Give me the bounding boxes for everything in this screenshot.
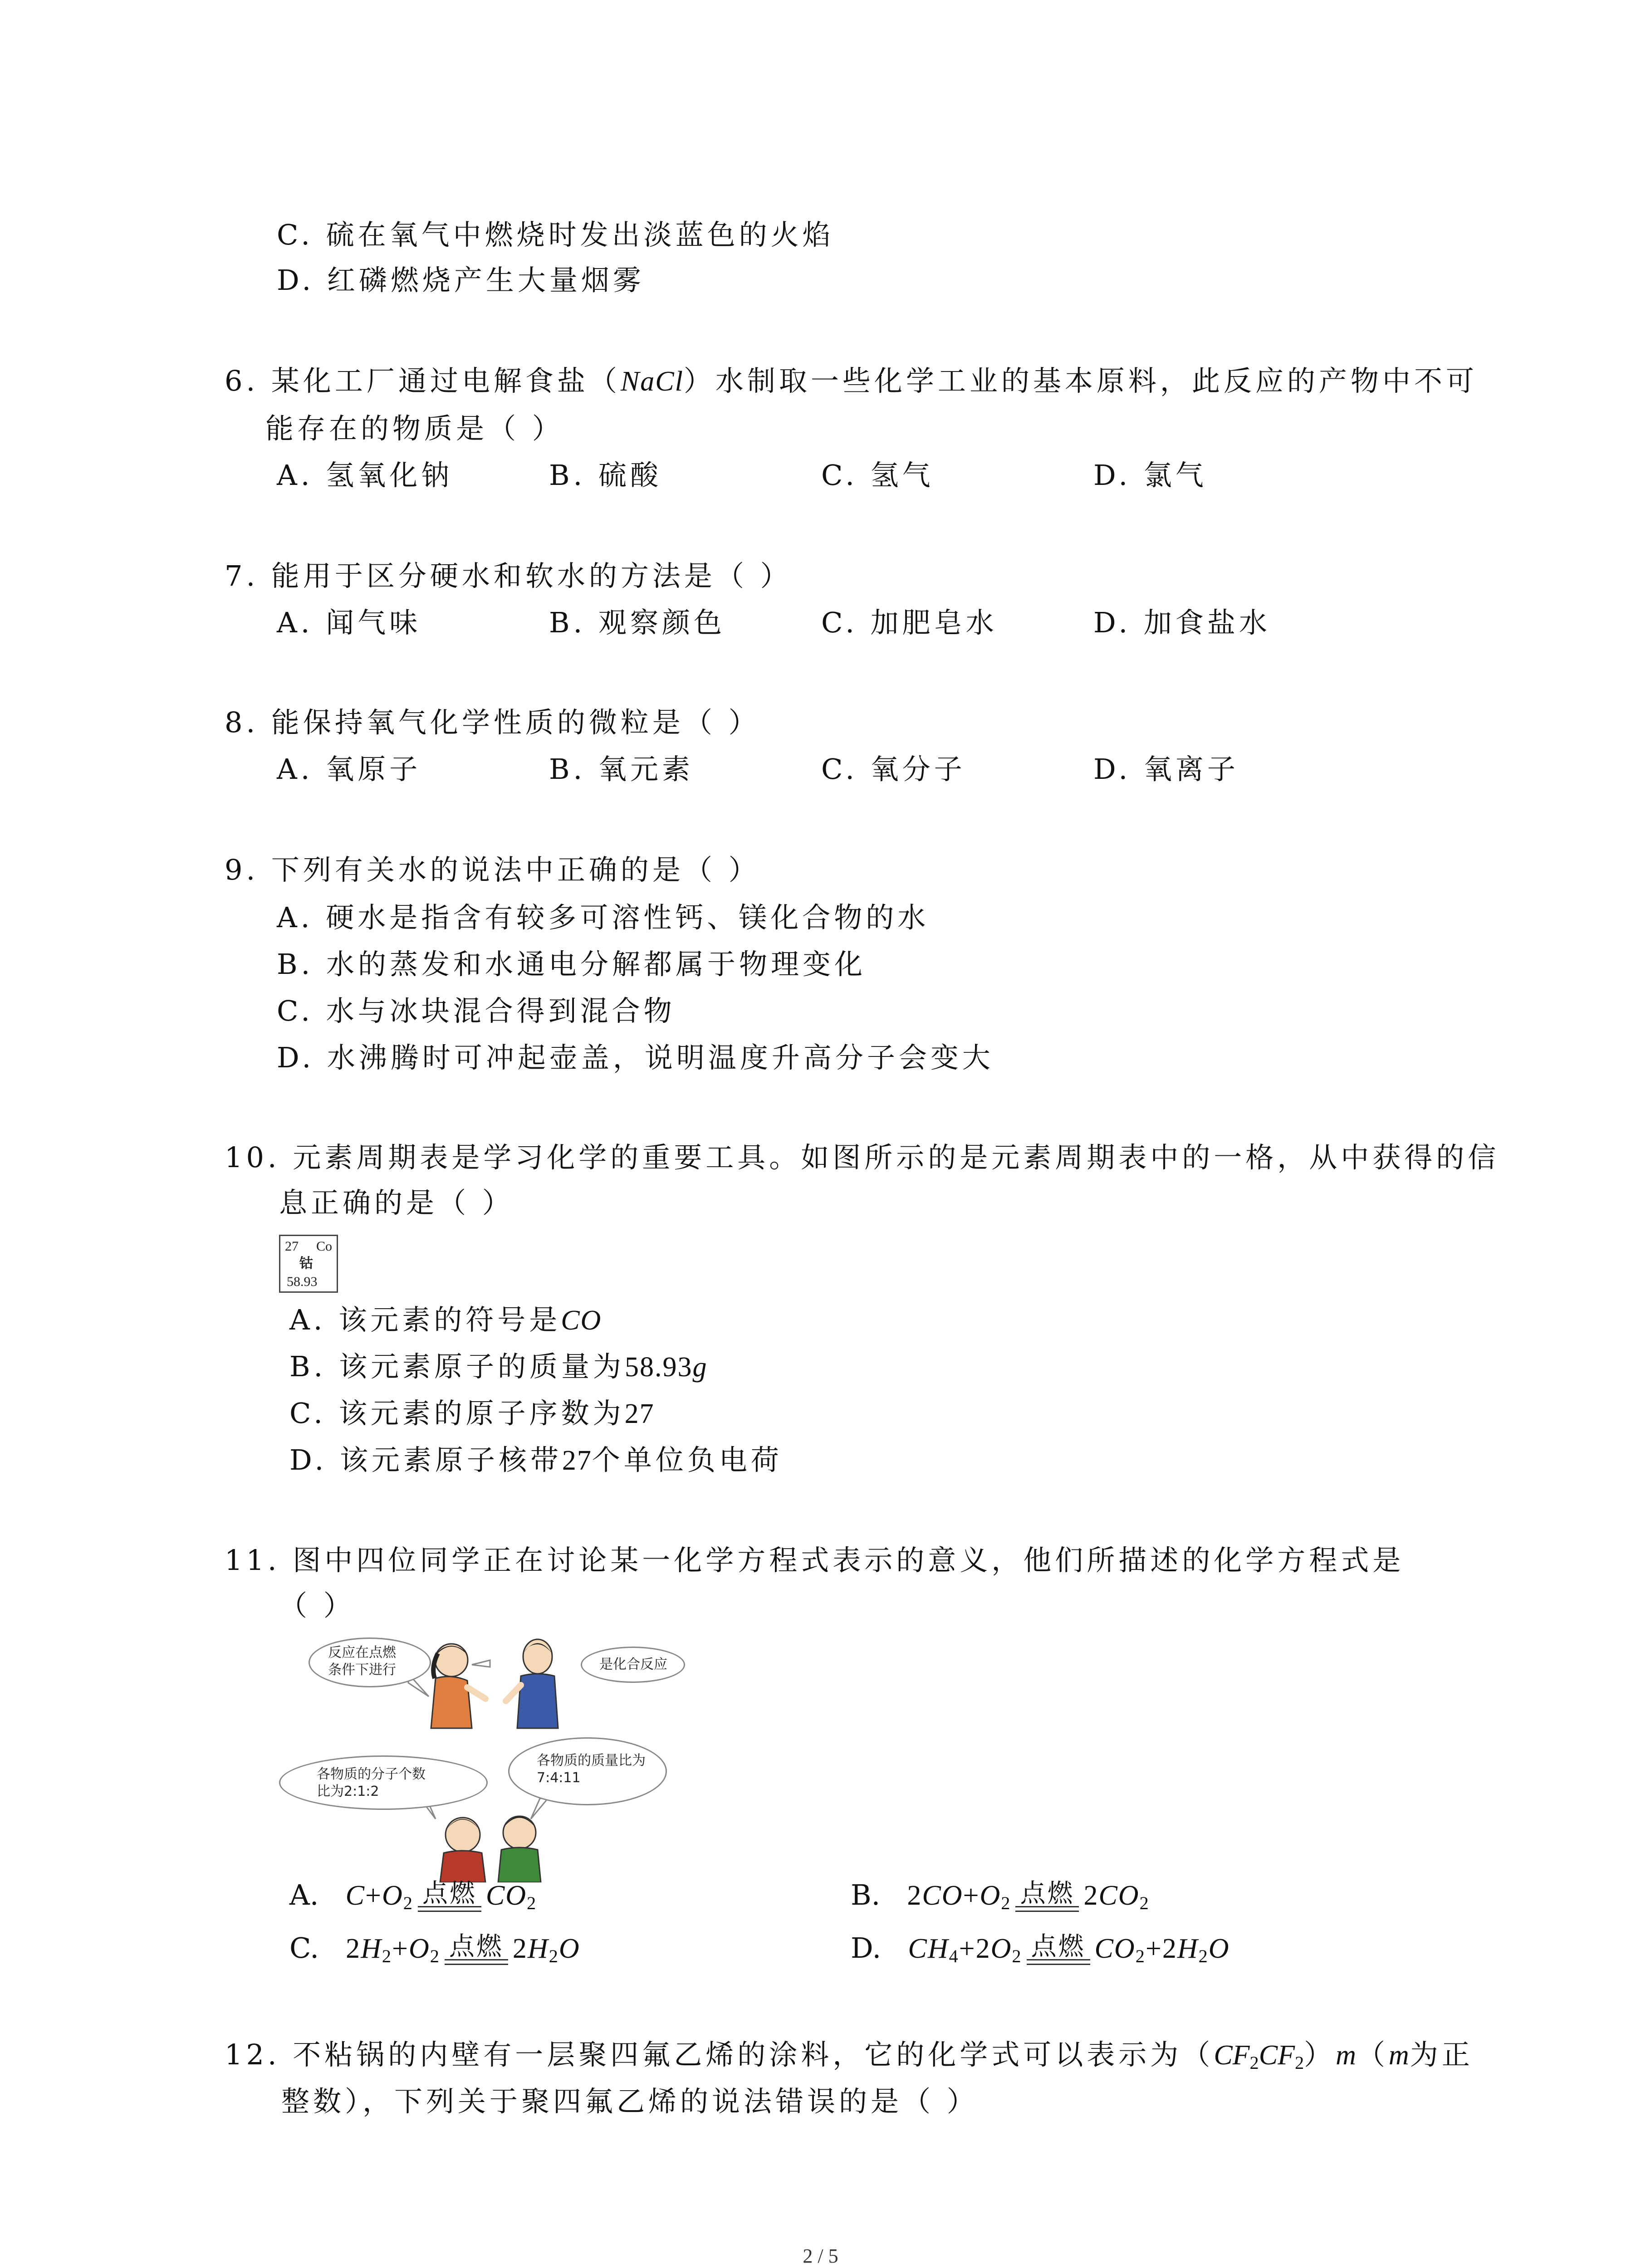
q11-option-a: A. $C+O_2$ 点燃 $CO_2$ (289, 1878, 537, 1914)
q7-option-b: B. 观察颜色 (549, 606, 725, 639)
atomic-mass: 58.93 (287, 1274, 318, 1289)
q9-option-d: D. 水沸腾时可冲起壶盖，说明温度升高分子会变大 (277, 1041, 994, 1074)
q6-stem-line2: 能存在的物质是（ ） (265, 412, 564, 445)
student-boy-bottom-right (498, 1816, 541, 1882)
q11-option-c: C. $2H_2+O_2$ 点燃 $2H_2O$ (289, 1931, 580, 1967)
q6-option-c: C. 氢气 (821, 459, 934, 492)
q6-stem-line1: 6. 某化工厂通过电解食盐（NaCl）水制取一些化学工业的基本原料，此反应的产物中不可 (225, 364, 1478, 397)
q7-option-a: A. 闻气味 (277, 606, 421, 639)
q8-option-b: B. 氧元素 (549, 753, 694, 786)
q7-option-c: C. 加肥皂水 (821, 606, 998, 639)
speech-bubble-2: 是化合反应 (581, 1647, 685, 1683)
q10-option-d: D. 该元素原子核带27个单位负电荷 (289, 1443, 783, 1476)
reaction-condition: 点燃 (445, 1933, 508, 1960)
student-boy-bottom-left (440, 1818, 485, 1882)
q8-option-d: D. 氧离子 (1093, 753, 1239, 786)
q10-option-b: B. 该元素原子的质量为58.93g (289, 1350, 708, 1383)
periodic-table-cell (279, 1235, 338, 1293)
q5-option-d: D. 红磷燃烧产生大量烟雾 (277, 264, 645, 297)
q6-option-a: A. 氢氧化钠 (277, 459, 453, 492)
reaction-condition: 点燃 (1027, 1933, 1090, 1960)
speech-bubble-1: 反应在点燃 条件下进行 (309, 1637, 431, 1687)
q11-stem-line1: 11. 图中四位同学正在讨论某一化学方程式表示的意义，他们所描述的化学方程式是 (225, 1544, 1405, 1577)
q8-option-a: A. 氧原子 (277, 753, 421, 786)
q12-stem-line2: 整数），下列关于聚四氟乙烯的说法错误的是（ ） (281, 2085, 979, 2118)
q10-stem-line2: 息正确的是（ ） (279, 1186, 514, 1219)
student-boy-top (506, 1639, 558, 1728)
atomic-number: 27 (285, 1239, 299, 1254)
page-number: 2 / 5 (803, 2245, 838, 2267)
q8-stem: 8. 能保持氧气化学性质的微粒是（ ） (225, 706, 760, 739)
students-discussion-illustration (272, 1628, 726, 1882)
q6-option-b: B. 硫酸 (549, 459, 662, 492)
q6-option-d: D. 氯气 (1093, 459, 1207, 492)
q9-option-c: C. 水与冰块混合得到混合物 (277, 994, 676, 1027)
q10-option-c: C. 该元素的原子序数为27 (289, 1397, 655, 1430)
q6-formula: NaCl (620, 366, 684, 397)
q9-stem: 9. 下列有关水的说法中正确的是（ ） (225, 853, 760, 886)
speech-bubble-3: 各物质的分子个数 比为2:1:2 (279, 1755, 488, 1810)
q11-stem-line2: （ ） (279, 1589, 355, 1622)
reaction-condition: 点燃 (1015, 1880, 1079, 1907)
q9-option-b: B. 水的蒸发和水通电分解都属于物理变化 (277, 948, 866, 981)
q10-stem-line1: 10. 元素周期表是学习化学的重要工具。如图所示的是元素周期表中的一格，从中获得的信 (225, 1141, 1500, 1174)
q5-option-c: C. 硫在氧气中燃烧时发出淡蓝色的火焰 (277, 218, 834, 251)
q7-stem: 7. 能用于区分硬水和软水的方法是（ ） (225, 559, 792, 592)
student-girl (431, 1644, 485, 1728)
q7-option-d: D. 加食盐水 (1093, 606, 1271, 639)
speech-bubble-4: 各物质的质量比为 7:4:11 (508, 1737, 667, 1805)
reaction-condition: 点燃 (418, 1880, 481, 1907)
q12-stem-line1: 12. 不粘锅的内壁有一层聚四氟乙烯的涂料，它的化学式可以表示为$(CF_2CF_2)m(m$为正 (225, 2038, 1474, 2073)
q9-option-a: A. 硬水是指含有较多可溶性钙、镁化合物的水 (277, 901, 930, 934)
q10-option-a: A. 该元素的符号是CO (289, 1303, 602, 1336)
q11-option-b: B. $2CO+O_2$ 点燃 $2CO_2$ (851, 1878, 1150, 1914)
element-name: 钴 (299, 1256, 313, 1271)
q8-option-c: C. 氧分子 (821, 753, 966, 786)
q11-option-d: D. $CH_4+2O_2$ 点燃 $CO_2+2H_2O$ (851, 1931, 1230, 1967)
element-symbol: Co (316, 1239, 332, 1254)
